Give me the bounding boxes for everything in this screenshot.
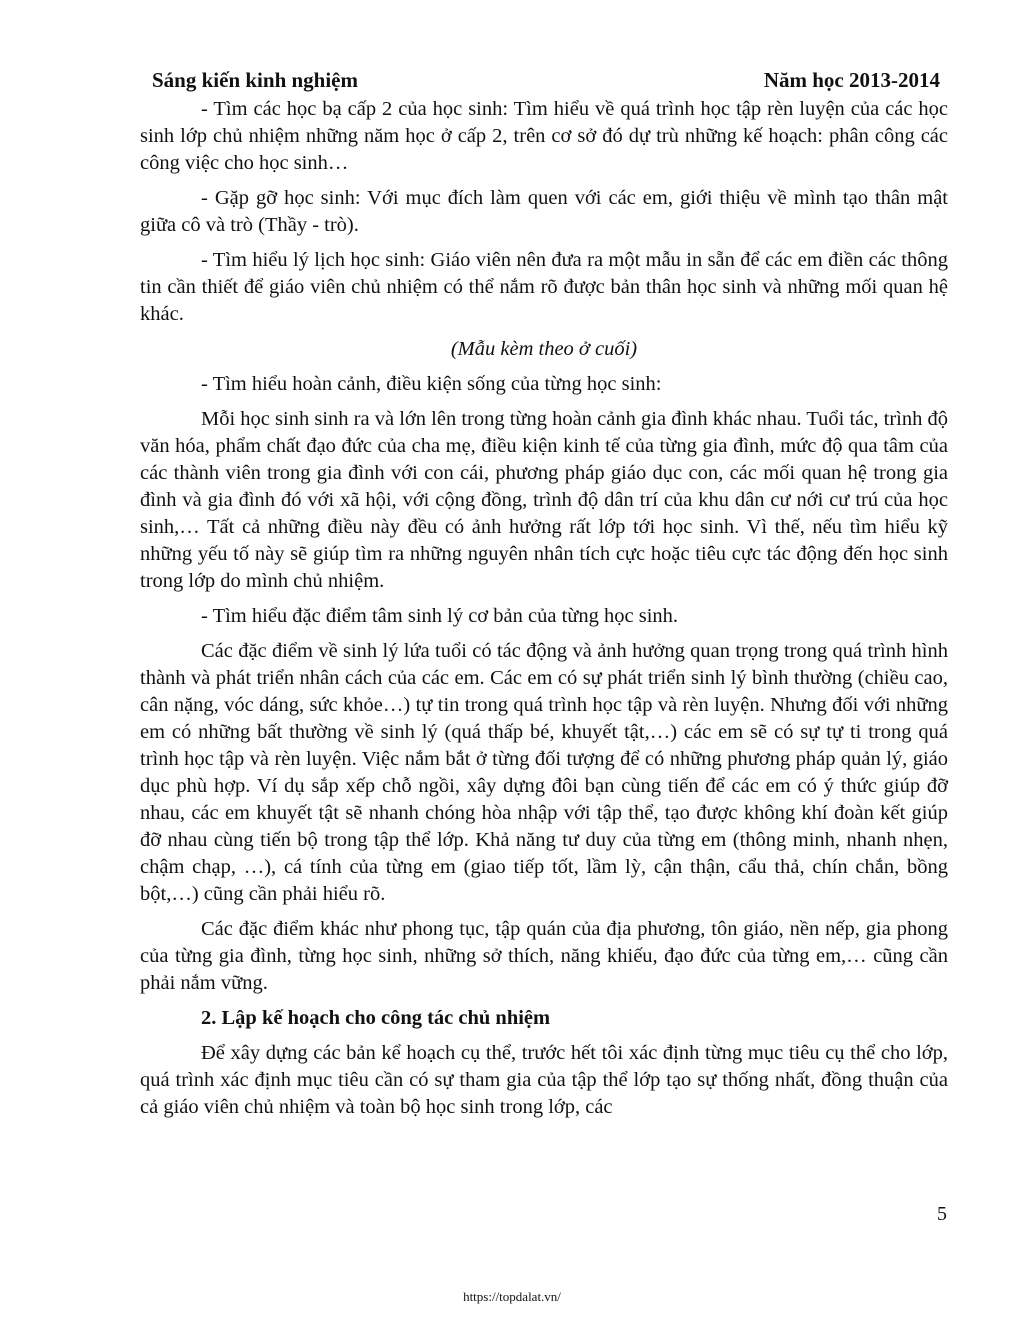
paragraph-tam-sinh-ly-item: - Tìm hiểu đặc điểm tâm sinh lý cơ bản của từng học sinh.	[201, 605, 679, 627]
paragraph-gap-go: - Gặp gỡ học sinh: Với mục đích làm quen với các em, giới thiệu về mình tạo thân mật giữa cô và trò (Thầy - trò).	[140, 187, 948, 236]
paragraph-ly-lich: - Tìm hiểu lý lịch học sinh: Giáo viên nên đưa ra một mẫu in sẵn để các em điền các thông tin cần thiết để giáo viên chủ nhiệm có thể nắm rõ được bản thân học sinh và những mối quan hệ khác.	[140, 249, 948, 325]
page-number: 5	[937, 1203, 947, 1225]
paragraph-tam-sinh-ly-detail: Các đặc điểm về sinh lý lứa tuổi có tác động và ảnh hưởng quan trọng trong quá trình hình thành và phát triển nhân cách của các em. Các em có sự phát triển sinh lý bình thường (chiều cao, cân nặng, vóc dáng, sức khỏe…) tự tin trong quá trình học tập và rèn luyện. Nhưng đối với những em có những bất thường về sinh lý (quá thấp bé, khuyết tật,…) các em sẽ có sự tự ti trong quá trình học tập và rèn luyện. Việc nắm bắt ở từng đối tượng để có những phương pháp quản lý, giáo dục phù hợp. Ví dụ sắp xếp chỗ ngồi, xây dựng đôi bạn cùng tiến để các em có ý thức giúp đỡ nhau, các em khuyết tật sẽ nhanh chóng hòa nhập với tập thể, tạo được không khí đoàn kết giúp đỡ nhau cùng tiến bộ trong tập thể lớp. Khả năng tư duy của từng em (thông minh, nhanh nhẹn, chậm chạp, …), cá tính của từng em (giao tiếp tốt, lầm lỳ, cận thận, cẩu thả, chín chắn, bồng bột,…) cũng cần phải hiểu rõ.	[140, 640, 948, 905]
header-school-year: Năm học 2013-2014	[763, 68, 940, 92]
paragraph-other-traits: Các đặc điểm khác như phong tục, tập quán của địa phương, tôn giáo, nền nếp, gia phong của từng gia đình, từng học sinh, những sở thích, năng khiếu, đạo đức của từng em,… cũng cần phải nắm vững.	[140, 918, 948, 994]
document-body	[140, 96, 948, 1129]
paragraph-hoc-ba: - Tìm các học bạ cấp 2 của học sinh: Tìm hiểu về quá trình học tập rèn luyện của các học sinh lớp chủ nhiệm những năm học ở cấp 2, trên cơ sở đó dự trù những kế hoạch: phân công các công việc cho học sinh…	[140, 98, 948, 174]
note-form-attached: (Mẫu kèm theo ở cuối)	[450, 338, 638, 360]
paragraph-hoan-canh-detail: Mỗi học sinh sinh ra và lớn lên trong từng hoàn cảnh gia đình khác nhau. Tuổi tác, trình độ văn hóa, phẩm chất đạo đức của cha mẹ, điều kiện kinh tế của từng gia đình, mức độ qua tâm của các thành viên trong gia đình với con cái, phương pháp giáo dục con, các mối quan hệ trong gia đình và gia đình đó với xã hội, với cộng đồng, trình độ dân trí của khu dân cư nới cư trú của học sinh,… Tất cả những điều này đều có ảnh hưởng rất lớp tới học sinh. Vì thế, nếu tìm hiểu kỹ những yếu tố này sẽ giúp tìm ra những nguyên nhân tích cực hoặc tiêu cực tác động đến học sinh trong lớp do mình chủ nhiệm.	[140, 408, 948, 592]
header-title: Sáng kiến kinh nghiệm	[152, 68, 359, 92]
footer-url: https://topdalat.vn/	[463, 1289, 561, 1304]
page-header	[152, 68, 940, 96]
paragraph-planning: Để xây dựng các bản kể hoạch cụ thể, trước hết tôi xác định từng mục tiêu cụ thể cho lớp, quá trình xác định mục tiêu cần có sự tham gia của tập thể lớp tạo sự thống nhất, đồng thuận của cả giáo viên chủ nhiệm và toàn bộ học sinh trong lớp, các	[140, 1042, 948, 1118]
section-heading: 2. Lập kế hoạch cho công tác chủ nhiệm	[201, 1007, 551, 1029]
paragraph-hoan-canh-item: - Tìm hiểu hoàn cảnh, điều kiện sống của từng học sinh:	[201, 373, 662, 395]
